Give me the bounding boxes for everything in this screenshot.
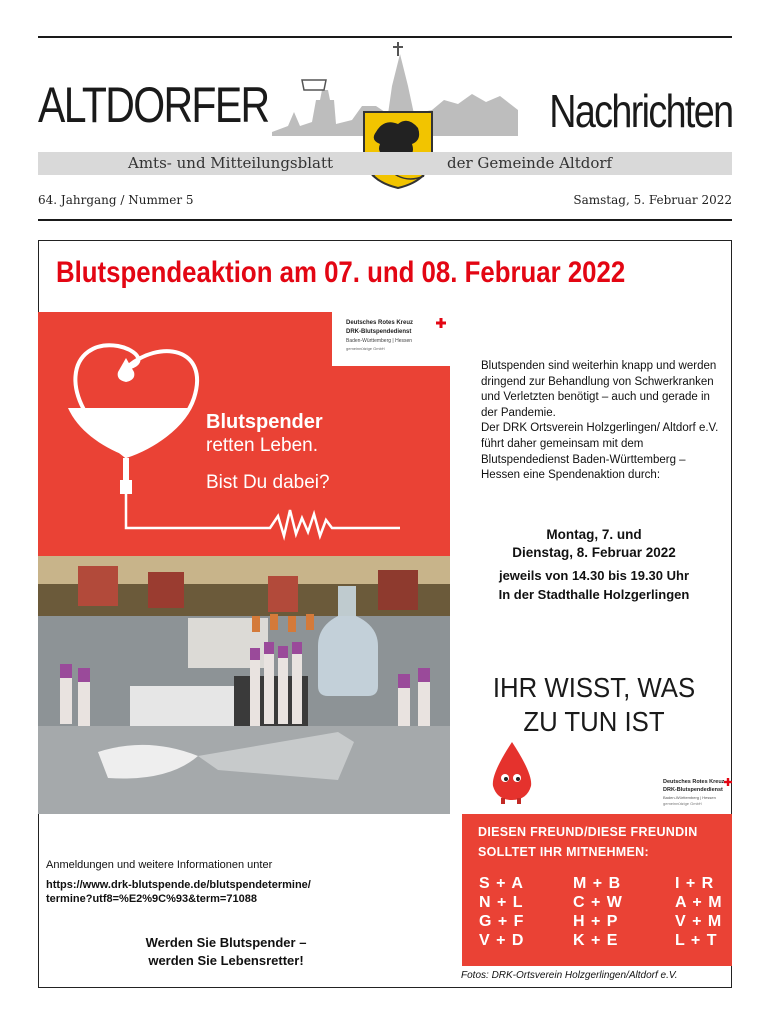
wisst-line2: ZU TUN IST [523,706,665,737]
red-cross-icon [436,318,446,328]
masthead-title-left: ALTDORFER [38,77,269,133]
masthead-subtitle-left: Amts- und Mitteilungsblatt [128,154,334,172]
letter-pair: H + P [573,913,619,930]
masthead-bottom-rule [38,219,732,221]
drk-logo2-line1: Deutsches Rotes Kreuz [663,779,725,785]
event-time: jeweils von 14.30 bis 19.30 Uhr [498,568,690,583]
red-cross-small-icon [724,778,732,786]
intro-paragraph-2: Der DRK Ortsverein Holzgerlingen/ Altdorf e.V. führt daher gemeinsam mit dem Blutspendedienst Baden-Württemberg – Hessen eine Spendenaktion durch: [481,422,719,482]
drk-logo-line1: Deutsches Rotes Kreuz [346,320,414,326]
registration-url-line2[interactable]: termine?utf8=%E2%9C%93&term=71088 [46,893,257,905]
event-venue: In der Stadthalle Holzgerlingen [498,587,690,602]
letter-pair: M + B [573,875,622,892]
drk-logo2-line4: gemeinnützige GmbH [663,801,702,806]
slogan-line2: retten Leben. [206,435,318,456]
drk-logo-line2: DRK-Blutspendedienst [346,329,412,335]
letter-pair: L + T [675,932,718,949]
letter-pair: V + D [479,932,525,949]
letter-pair: N + L [479,894,524,911]
slogan-line3: Bist Du dabei? [206,472,330,493]
event-date-line1: Montag, 7. und [546,527,642,542]
letter-pair: S + A [479,875,524,892]
photo-credit: Fotos: DRK-Ortsverein Holzgerlingen/Altdorf e.V. [461,970,678,981]
letter-pair: V + M [675,913,723,930]
drk-logo2-line2: DRK-Blutspendedienst [663,787,723,793]
wisst-line1: IHR WISST, WAS [492,672,696,703]
ad-intro-text [481,359,726,484]
ad-headline: Blutspendeaktion am 07. und 08. Februar 2022 [56,256,626,289]
letter-pair: A + M [675,894,723,911]
drk-logo2-line3: Baden-Württemberg | Hessen [663,795,716,800]
friend-heading-2: SOLLTET IHR MITNEHMEN: [478,845,649,859]
letter-pair: K + E [573,932,619,949]
drk-logo-line4: gemeinnützige GmbH [346,346,385,351]
slogan-line1: Blutspender [206,411,323,433]
top-rule [38,36,732,38]
intro-paragraph-1: Blutspenden sind weiterhin knapp und werden dringend zur Behandlung von Schwerkranken und Verletzten benötigt – auch und gerade in der Pandemie. [481,360,717,419]
drk-logo-line3: Baden-Württemberg | Hessen [346,338,413,344]
issue-date: Samstag, 5. Februar 2022 [573,193,732,207]
motto-line2: werden Sie Lebensretter! [148,953,304,968]
masthead-title-right: Nachrichten [548,85,732,137]
letter-pair: G + F [479,913,525,930]
issue-number: 64. Jahrgang / Nummer 5 [38,193,194,207]
blood-drop-mascot-icon [487,740,537,804]
letter-pair: C + W [573,894,623,911]
event-time-venue [456,566,732,604]
event-date-line2: Dienstag, 8. Februar 2022 [512,545,676,560]
event-dates [456,526,732,562]
masthead-subtitle-right: der Gemeinde Altdorf [447,154,613,172]
motto-line1: Werden Sie Blutspender – [145,935,307,950]
blood-tubes-photo [38,556,450,814]
friend-heading-1: DIESEN FREUND/DIESE FREUNDIN [478,825,698,839]
registration-url-line1[interactable]: https://www.drk-blutspende.de/blutspendetermine/ [46,879,311,891]
registration-label: Anmeldungen und weitere Informationen unter [46,859,273,871]
letter-pair: I + R [675,875,715,892]
